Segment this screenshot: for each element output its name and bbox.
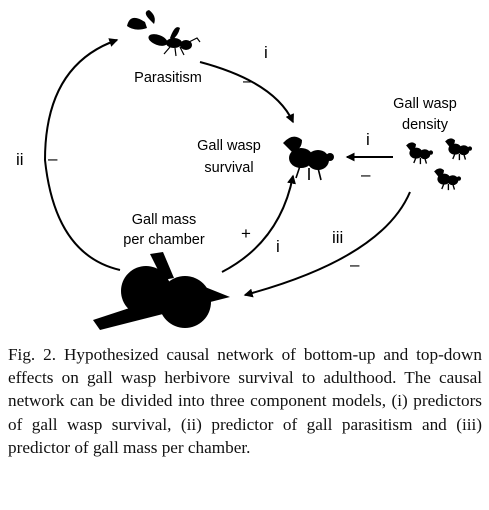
edge-label-gallmass-model: i [276,237,280,256]
gall-wasp-group-icon [406,138,472,190]
gall-wasp-icon [283,137,334,180]
node-label-density-line2: density [402,117,448,133]
node-label-survival-line2: survival [204,160,254,176]
node-label-gallmass-line1: Gall mass [131,212,197,228]
node-label-parasitism: Parasitism [134,70,202,86]
edge-label-density-sign: – [361,165,371,184]
figure-caption: Fig. 2. Hypothesized causal network of bottom-up and top-down effects on gall wasp herbivore survival to adulthood. The causal network can be divided into three component models, (i) predictors of gall wasp survival, (ii) predictor of gall parasitism and (iii) predictor of gall mass per chamber. [8,345,482,457]
node-label-survival-line1: Gall wasp [197,138,261,154]
edge-label-parasitism-path-model: ii [16,150,24,169]
edge-density-to-gallmass [245,192,410,295]
edge-label-parasitism-model: i [264,43,268,62]
oak-gall-icon [93,252,230,330]
edge-label-gallmass-sign: + [241,224,251,243]
edge-label-gallmass-path-model: iii [332,228,344,247]
edge-gallmass-to-survival [222,176,293,272]
edge-label-gallmass-path-sign: – [350,255,360,274]
parasitoid-wasp-icon [127,10,200,56]
node-label-gallmass-line2: per chamber [123,232,205,248]
node-label-density-line1: Gall wasp [393,96,457,112]
edge-label-parasitism-path-sign: – [48,149,58,168]
edge-label-parasitism-sign: – [243,71,253,90]
edge-label-density-model: i [366,130,370,149]
